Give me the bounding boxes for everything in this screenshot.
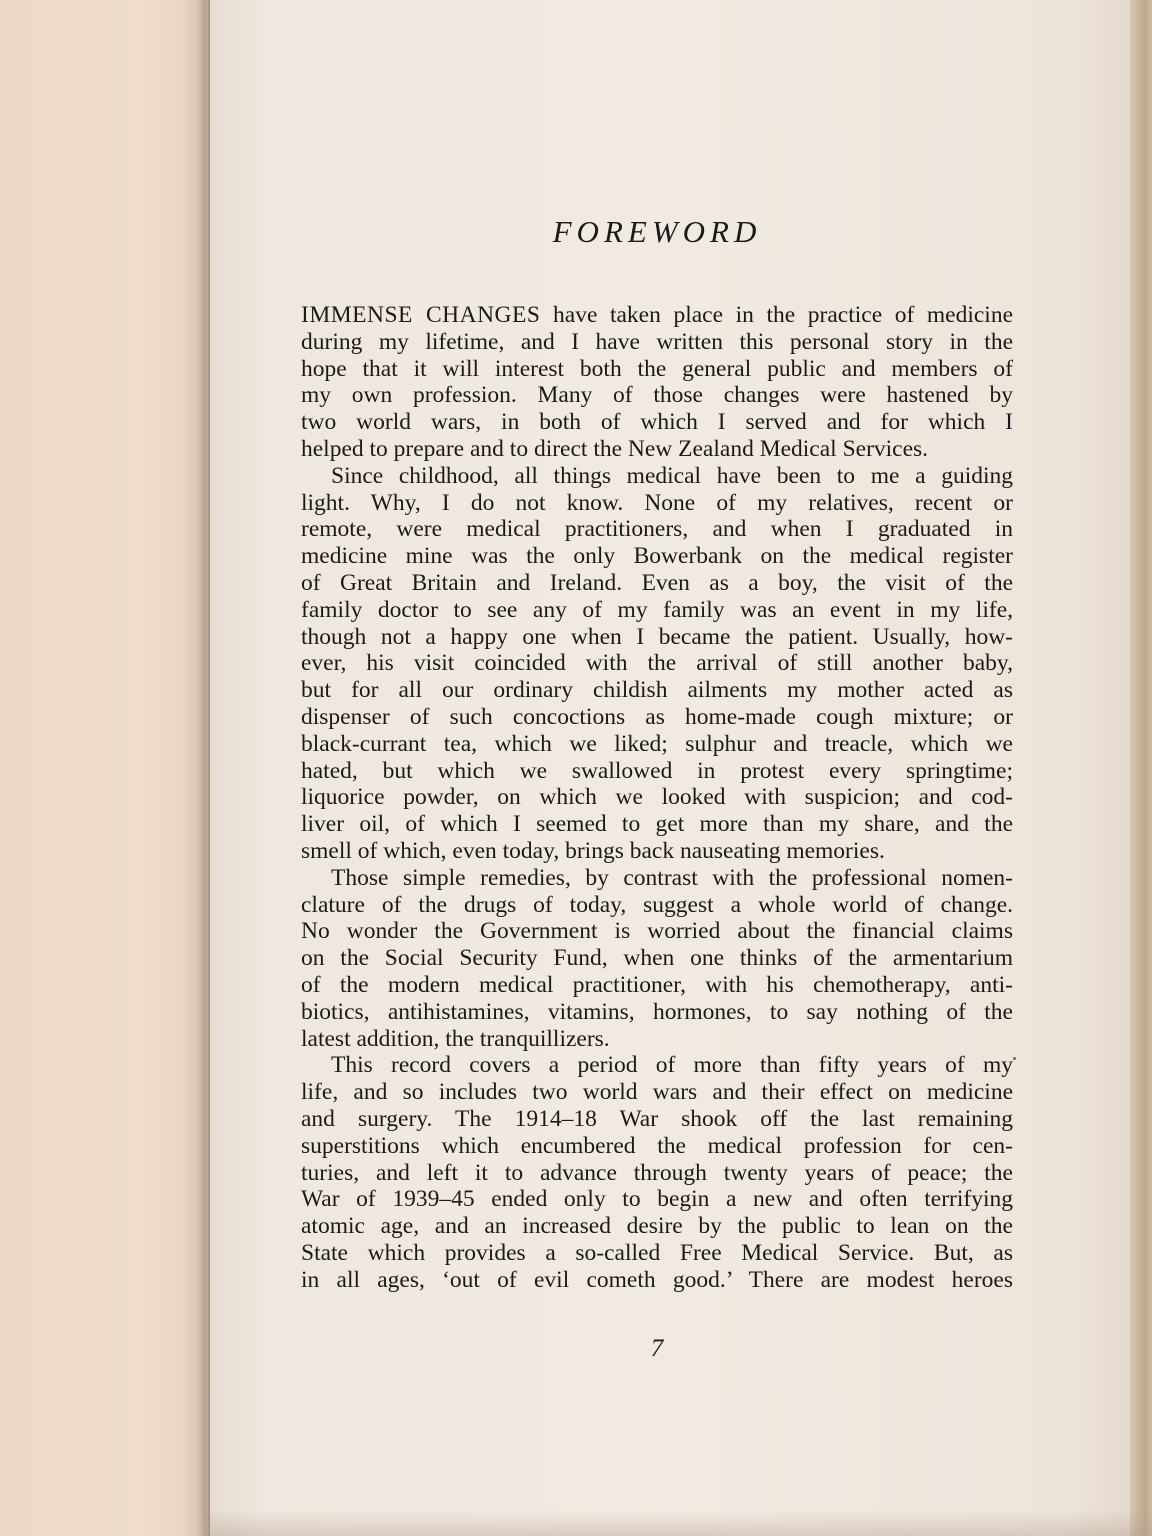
text-line: black-currant tea, which we liked; sulphur and treacle, which we <box>301 730 1013 757</box>
text-line: in all ages, ‘out of evil cometh good.’ There are modest heroes <box>301 1266 1013 1293</box>
text-line: liquorice powder, on which we looked with suspicion; and cod- <box>301 784 1013 811</box>
text-line: dispenser of such concoctions as home-made cough mixture; or <box>301 703 1013 730</box>
text-line: This record covers a period of more than fifty years of my <box>331 1052 1013 1079</box>
text-line: turies, and left it to advance through twenty years of peace; the <box>301 1159 1013 1186</box>
text-line: ever, his visit coincided with the arrival of still another baby, <box>301 650 1013 677</box>
text-line: State which provides a so-called Free Medical Service. But, as <box>301 1239 1013 1266</box>
text-line: of the modern medical practitioner, with his chemotherapy, anti- <box>301 971 1013 998</box>
text-line: remote, were medical practitioners, and when I graduated in <box>301 516 1013 543</box>
text-line: medicine mine was the only Bowerbank on the medical register <box>301 543 1013 570</box>
text-line: my own profession. Many of those changes were hastened by <box>301 382 1013 409</box>
text-line: War of 1939–45 ended only to begin a new and often terrifying <box>301 1186 1013 1213</box>
text-line: family doctor to see any of my family was an event in my life, <box>301 596 1013 623</box>
bottom-shadow <box>206 1510 1152 1536</box>
text-line: two world wars, in both of which I served and for which I <box>301 409 1013 436</box>
text-line: latest addition, the tranquillizers. <box>301 1025 610 1052</box>
text-line: during my lifetime, and I have written this personal story in the <box>301 328 1013 355</box>
text-line: atomic age, and an increased desire by the public to lean on the <box>301 1213 1013 1240</box>
text-line <box>301 302 1013 329</box>
text-line: though not a happy one when I became the patient. Usually, how- <box>301 623 1013 650</box>
opening-line-rest: have taken place in the practice of medicine <box>553 302 1013 328</box>
text-line: No wonder the Government is worried about the financial claims <box>301 918 1013 945</box>
stray-ink-mark <box>1013 1057 1016 1060</box>
text-line: hated, but which we swallowed in protest every springtime; <box>301 757 1013 784</box>
text-line: and surgery. The 1914–18 War shook off the last remaining <box>301 1105 1013 1132</box>
page-number: 7 <box>650 1335 664 1362</box>
text-line: life, and so includes two world wars and their effect on medicine <box>301 1079 1013 1106</box>
text-line: helped to prepare and to direct the New Zealand Medical Services. <box>301 435 929 462</box>
text-line: biotics, antihistamines, vitamins, hormones, to say nothing of the <box>301 998 1013 1025</box>
text-line: clature of the drugs of today, suggest a whole world of change. <box>301 891 1013 918</box>
body-text <box>301 302 1013 1293</box>
text-line: smell of which, even today, brings back nauseating memories. <box>301 837 885 864</box>
text-line: superstitions which encumbered the medical profession for cen- <box>301 1132 1013 1159</box>
text-line: on the Social Security Fund, when one thinks of the armentarium <box>301 945 1013 972</box>
text-line: but for all our ordinary childish ailments my mother acted as <box>301 677 1013 704</box>
page-heading: FOREWORD <box>552 214 762 249</box>
text-line: hope that it will interest both the general public and members of <box>301 355 1013 382</box>
text-line: liver oil, of which I seemed to get more than my share, and the <box>301 811 1013 838</box>
text-line: of Great Britain and Ireland. Even as a boy, the visit of the <box>301 569 1013 596</box>
text-line: Those simple remedies, by contrast with the professional nomen- <box>331 864 1013 891</box>
page-edge-stack <box>1130 0 1152 1536</box>
left-blank-page <box>0 0 206 1536</box>
opening-small-caps: IMMENSE CHANGES <box>301 302 541 328</box>
text-line: light. Why, I do not know. None of my relatives, recent or <box>301 489 1013 516</box>
text-line: Since childhood, all things medical have been to me a guiding <box>331 462 1013 489</box>
